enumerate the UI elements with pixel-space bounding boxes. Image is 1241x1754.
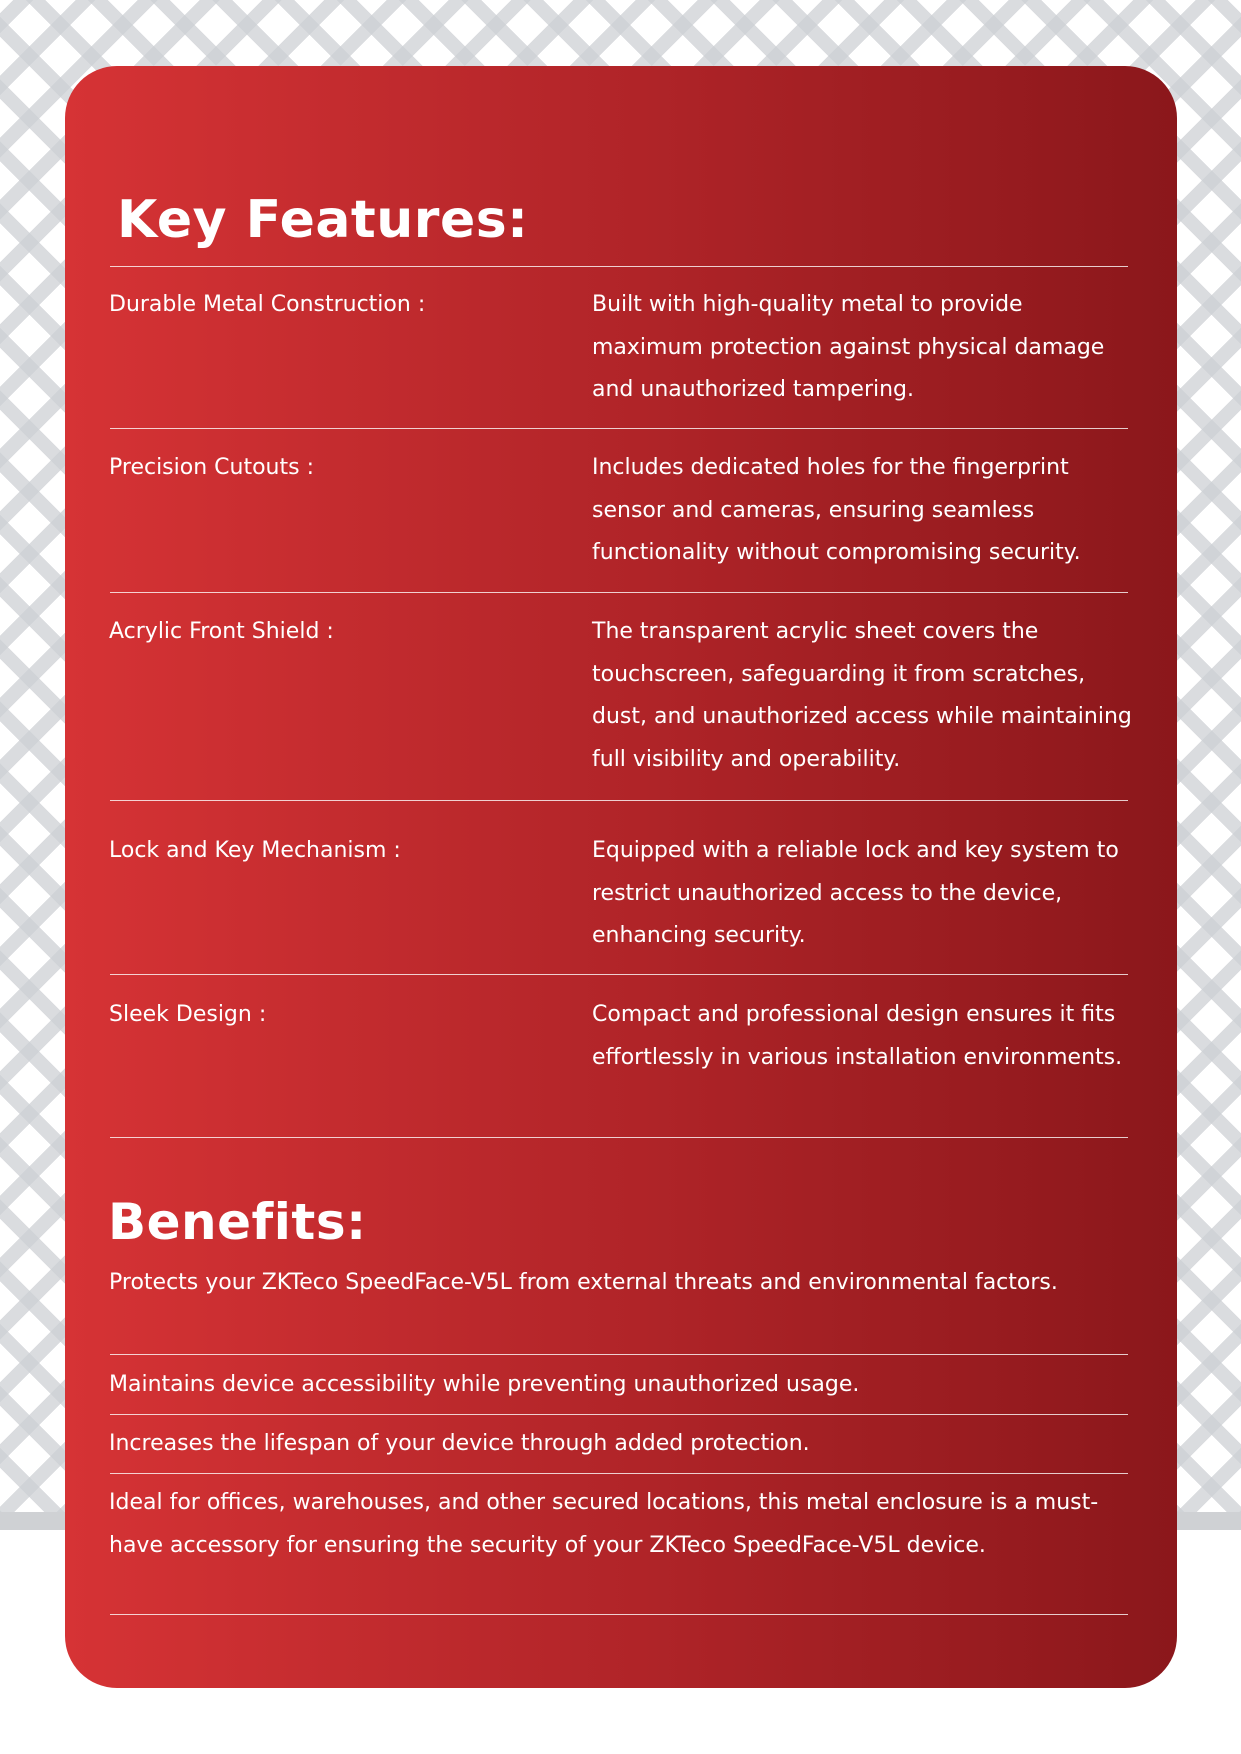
benefit-item: Protects your ZKTeco SpeedFace-V5L from external threats and environmental factors.: [109, 1270, 1058, 1295]
divider: [110, 592, 1128, 593]
feature-label-acrylic-shield: Acrylic Front Shield :: [109, 619, 334, 644]
feature-label-durable-metal: Durable Metal Construction :: [109, 292, 426, 317]
divider: [110, 1137, 1128, 1138]
feature-desc-sleek-design: Compact and professional design ensures it fits effortlessly in various installation environments.: [592, 1002, 1123, 1070]
feature-label-lock-and-key: Lock and Key Mechanism :: [109, 838, 401, 863]
divider: [110, 428, 1128, 429]
benefit-item: Maintains device accessibility while preventing unauthorized usage.: [109, 1372, 860, 1397]
feature-desc-precision-cutouts: Includes dedicated holes for the fingerprint sensor and cameras, ensuring seamless functionality without compromising security.: [592, 455, 1081, 565]
divider: [110, 1473, 1128, 1474]
key-features-title: Key Features:: [117, 190, 529, 250]
divider: [110, 974, 1128, 975]
feature-desc-acrylic-shield: The transparent acrylic sheet covers the touchscreen, safeguarding it from scratches, dust, and unauthorized access while maintaining full visibility and operability.: [592, 619, 1132, 772]
feature-desc-lock-and-key: Equipped with a reliable lock and key system to restrict unauthorized access to the device, enhancing security.: [592, 838, 1119, 948]
divider: [110, 1614, 1128, 1615]
feature-desc-durable-metal: Built with high-quality metal to provide maximum protection against physical damage and unauthorized tampering.: [592, 292, 1105, 402]
divider: [110, 1414, 1128, 1415]
benefit-item: Increases the lifespan of your device through added protection.: [109, 1431, 810, 1456]
content-card: [65, 66, 1177, 1688]
benefit-item: Ideal for offices, warehouses, and other secured locations, this metal enclosure is a must-have accessory for ensuring the security of your ZKTeco SpeedFace-V5L device.: [109, 1490, 1099, 1558]
divider: [110, 800, 1128, 801]
feature-label-precision-cutouts: Precision Cutouts :: [109, 455, 314, 480]
divider: [110, 1354, 1128, 1355]
divider: [110, 266, 1128, 267]
benefits-title: Benefits:: [108, 1193, 367, 1251]
feature-label-sleek-design: Sleek Design :: [109, 1002, 267, 1027]
